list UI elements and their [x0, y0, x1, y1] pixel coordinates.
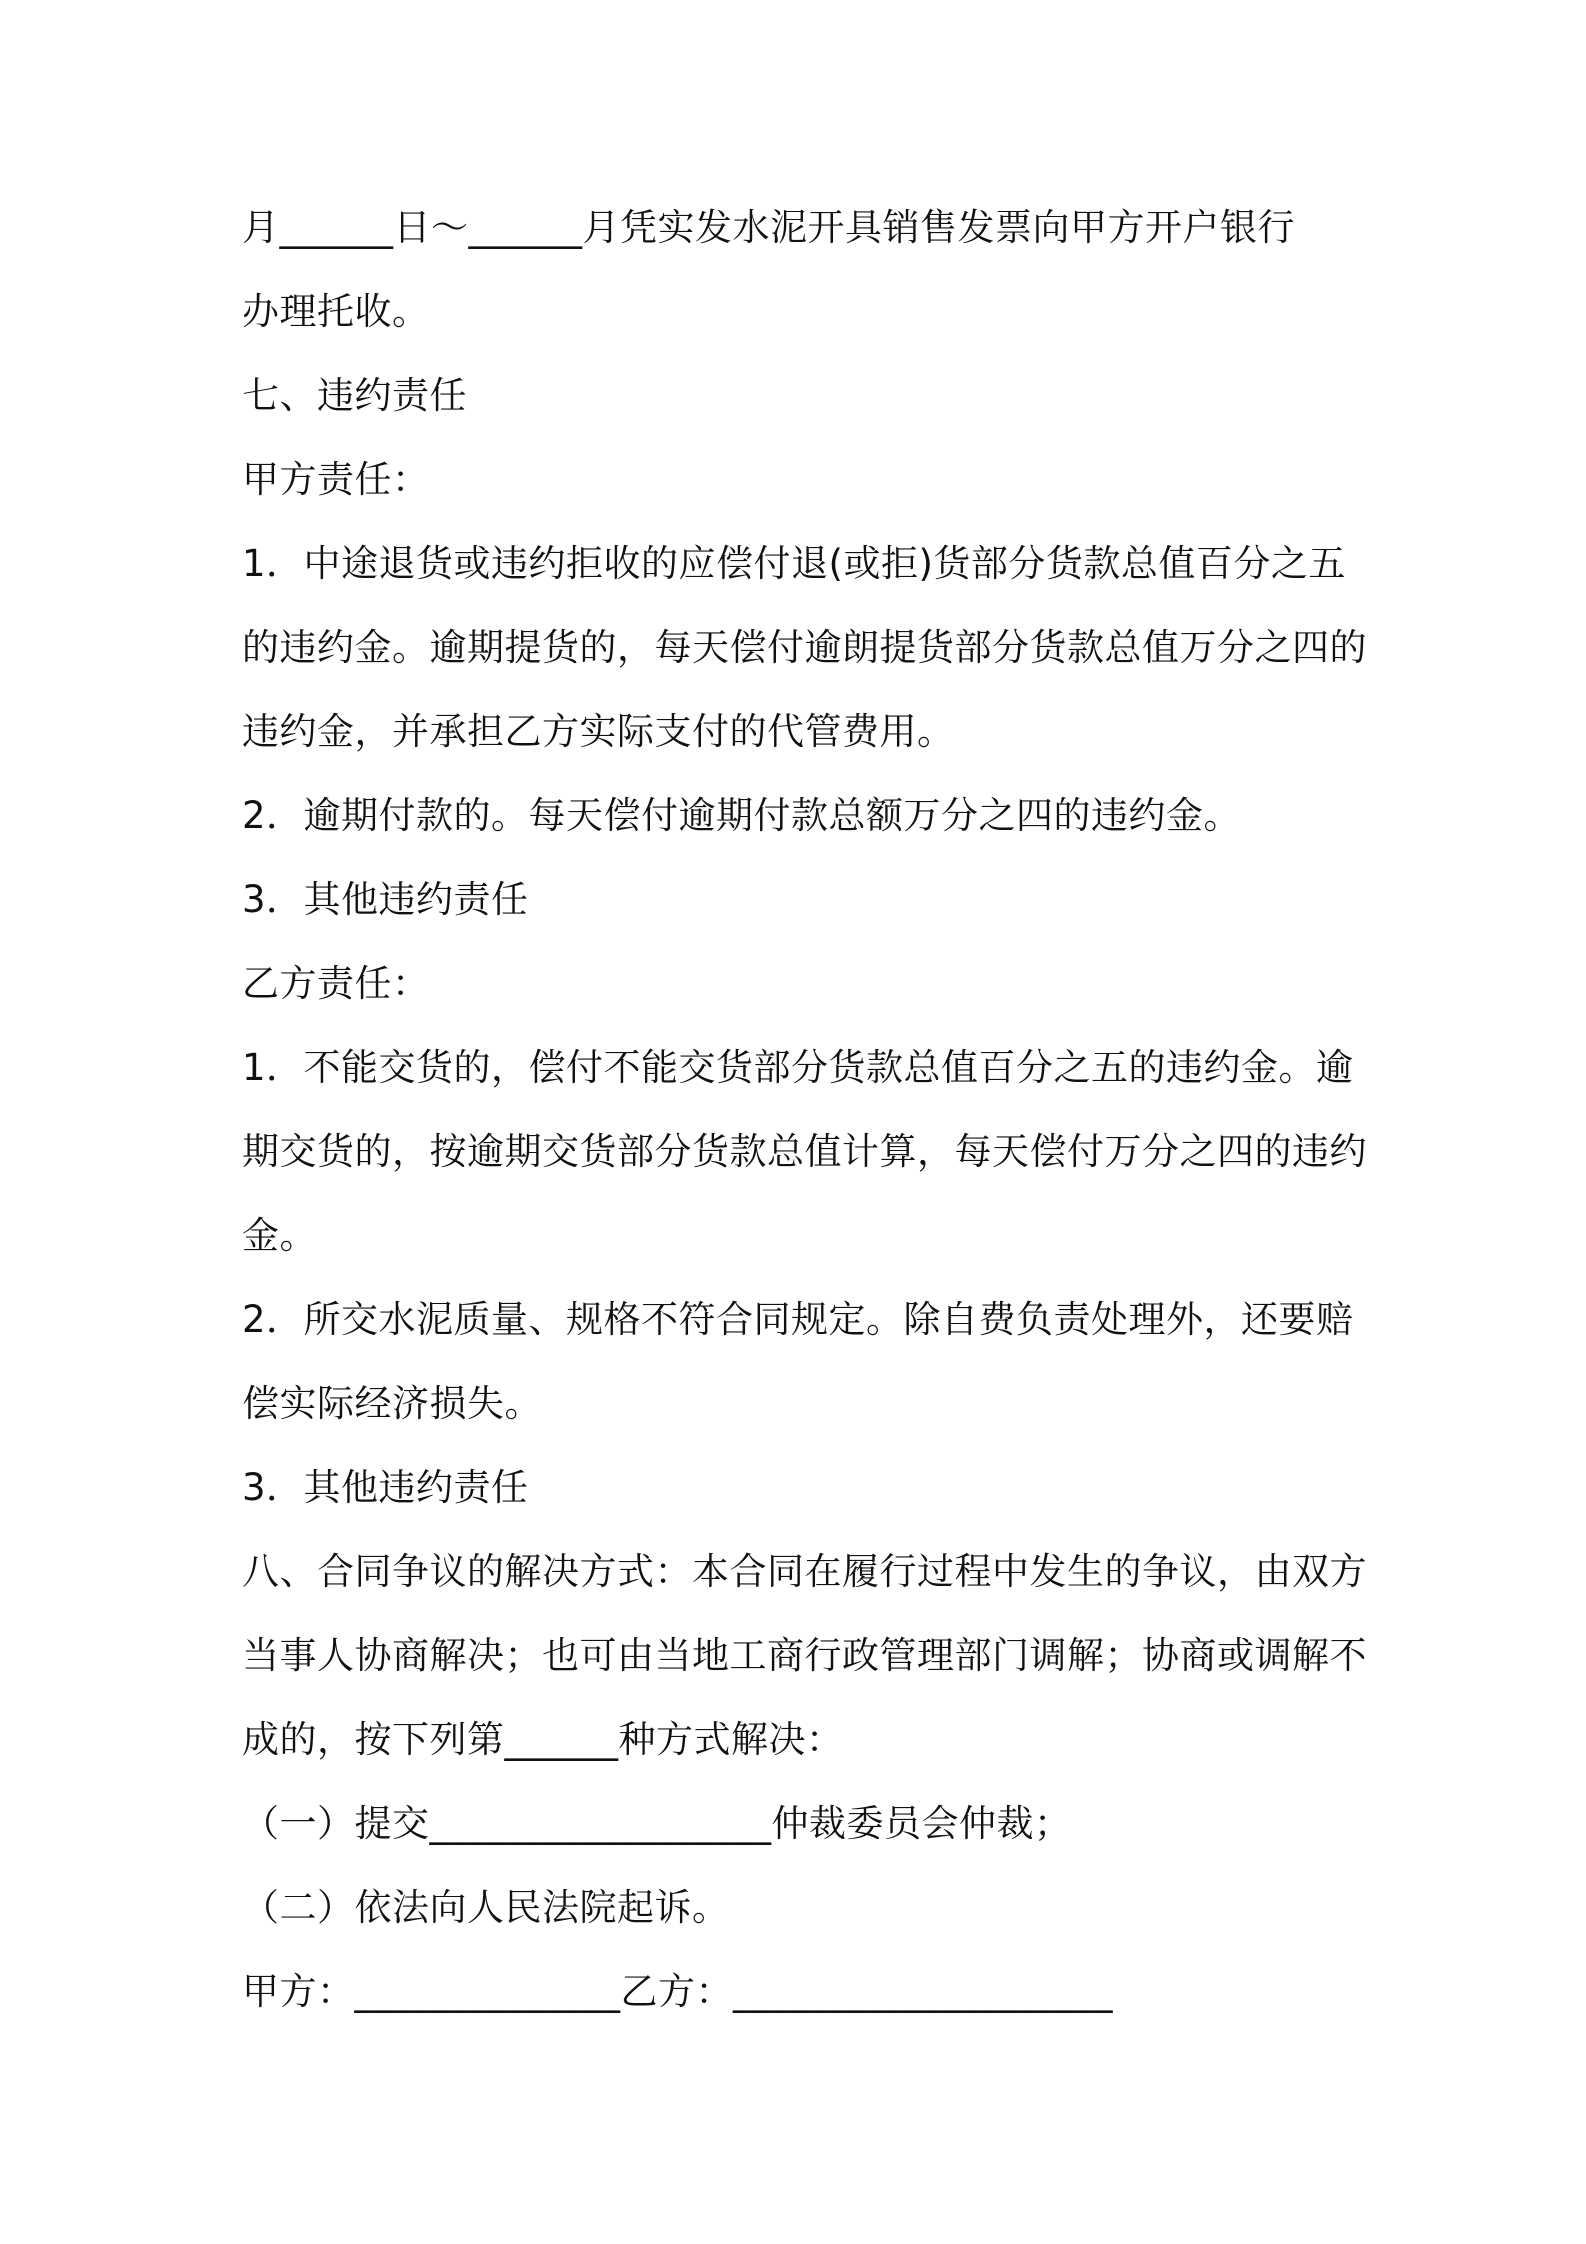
text-line: 当事人协商解决；也可由当地工商行政管理部门调解；协商或调解不 — [242, 1634, 1367, 1677]
text-line: （一）提交__________________仲裁委员会仲裁； — [242, 1802, 1072, 1845]
text-line: 月______日～______月凭实发水泥开具销售发票向甲方开户银行 — [242, 206, 1295, 249]
text-line: 的违约金。逾期提货的，每天偿付逾朗提货部分货款总值万分之四的 — [242, 626, 1367, 669]
text-line: 违约金，并承担乙方实际支付的代管费用。 — [242, 710, 955, 753]
text-line: 2．逾期付款的。每天偿付逾期付款总额万分之四的违约金。 — [242, 794, 1242, 837]
text-line: （二）依法向人民法院起诉。 — [242, 1886, 730, 1929]
text-line: 期交货的，按逾期交货部分货款总值计算，每天偿付万分之四的违约 — [242, 1130, 1367, 1173]
subsection-heading: 甲方责任： — [242, 458, 430, 501]
text-line: 3．其他违约责任 — [242, 1466, 529, 1509]
text-line: 成的，按下列第______种方式解决： — [242, 1718, 844, 1761]
signature-line: 甲方：______________乙方：____________________ — [242, 1970, 1113, 2013]
text-line: 偿实际经济损失。 — [242, 1382, 542, 1425]
text-line: 3．其他违约责任 — [242, 878, 529, 921]
text-line: 办理托收。 — [242, 290, 430, 333]
section-heading: 八、合同争议的解决方式：本合同在履行过程中发生的争议，由双方 — [242, 1550, 1367, 1593]
text-line: 金。 — [242, 1214, 317, 1257]
subsection-heading: 乙方责任： — [242, 962, 430, 1005]
text-line: 2．所交水泥质量、规格不符合同规定。除自费负责处理外，还要赔 — [242, 1298, 1354, 1341]
text-line: 1．不能交货的，偿付不能交货部分货款总值百分之五的违约金。逾 — [242, 1046, 1354, 1089]
section-heading: 七、违约责任 — [242, 374, 467, 417]
text-line: 1．中途退货或违约拒收的应偿付退(或拒)货部分货款总值百分之五 — [242, 542, 1346, 585]
